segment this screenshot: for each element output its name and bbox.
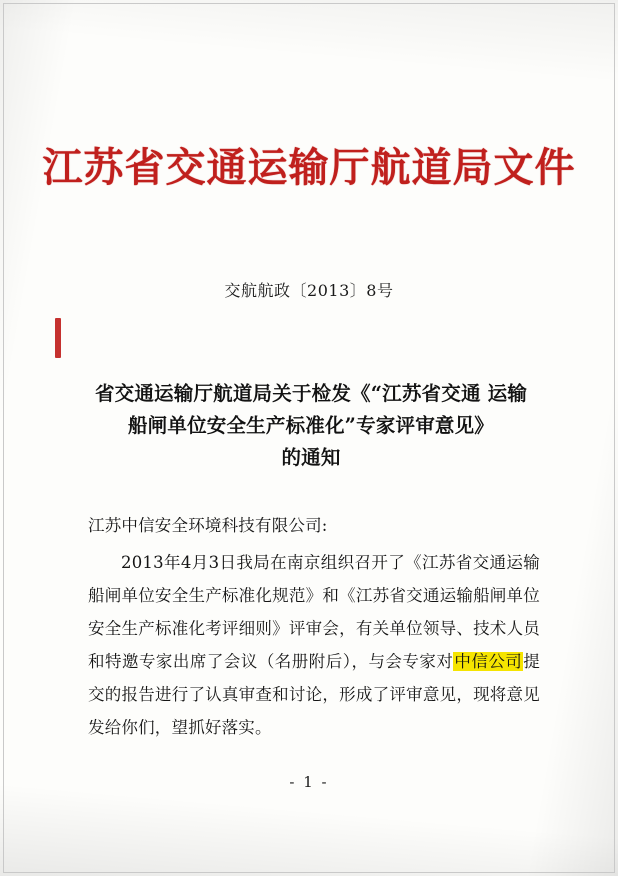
body-text-after-highlight: 提交的报告进行了认真审查和讨论，形成了评审意见，现将意见发给你们，望抓好落实。	[88, 652, 540, 737]
body-text-before-highlight: 2013年4月3日我局在南京组织召开了《江苏省交通运输船闸单位安全生产标准化规范》和《江苏省交通运输船闸单位安全生产标准化考评细则》评审会，有关单位领导、技术人员和特邀专家出席了会议（名册附后），与会专家对	[88, 553, 540, 671]
body-paragraph	[88, 546, 540, 744]
subject-line-1: 省交通运输厅航道局关于检发《“江苏省交通	[94, 382, 481, 405]
subject-line-3: 的通知	[281, 446, 341, 470]
document-number: 交航航政〔2013〕8号	[224, 281, 394, 300]
highlighted-text: 中信公司	[454, 652, 523, 671]
document-title-red-header: 江苏省交通运输厅航道局文件	[42, 144, 576, 191]
page-number: - 1 -	[289, 773, 329, 791]
red-margin-mark	[55, 318, 61, 358]
subject-line-2: 运输船闸单位安全生产标准化”专家评审意见》	[127, 382, 528, 438]
recipient-line: 江苏中信安全环境科技有限公司:	[88, 516, 328, 535]
document-subject-title	[88, 378, 534, 475]
